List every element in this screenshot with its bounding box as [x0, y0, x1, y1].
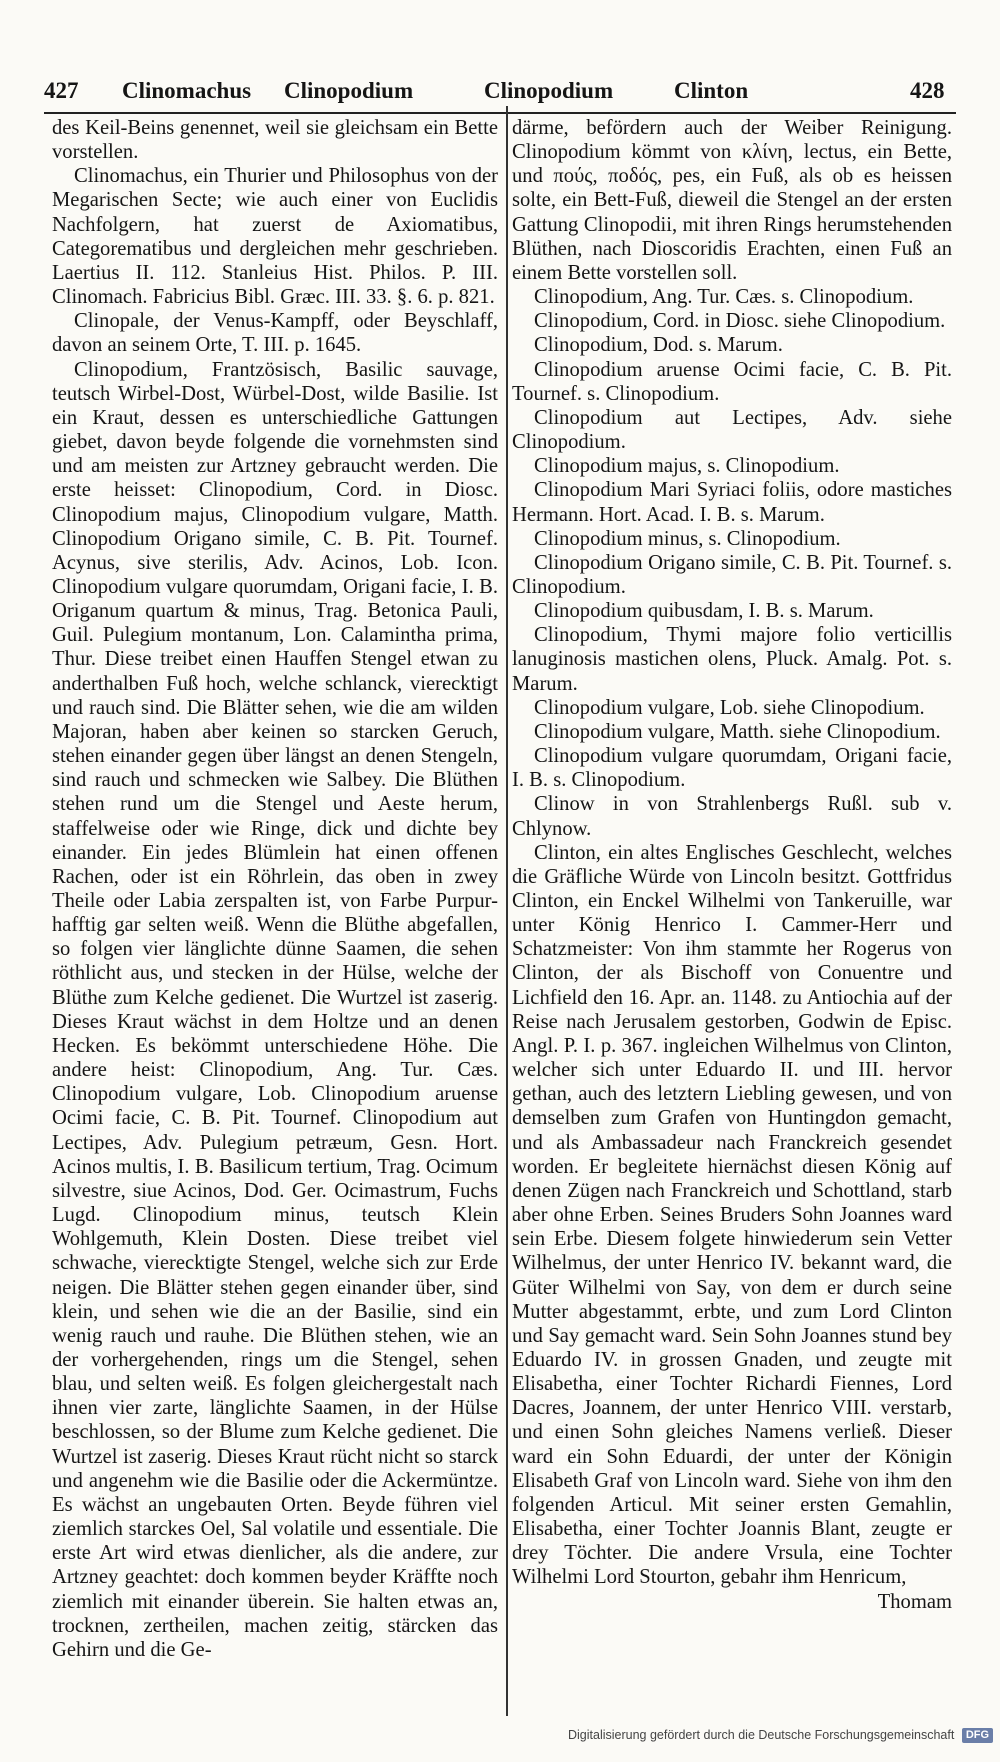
- right-column: [512, 116, 952, 1716]
- paragraph: des Keil-Beins genennet, weil sie gleichsam ein Bette vorstellen.: [52, 117, 498, 164]
- paragraph: Clinopodium Origano simile, C. B. Pit. Tournef. s. Clinopodium.: [512, 551, 952, 598]
- paragraph: Clinopodium, Dod. s. Marum.: [534, 334, 783, 357]
- paragraph: därme, befördern auch der Weiber Reinigung. Clinopodium kömmt von κλίνη, lectus, ein Bette, und πούς, ποδός, pes, ein Fuß, als ob es heissen solte, ein Bett-Fuß, dieweil die Stengel an der ersten Gattung Clinopodii, mit ihren Rings herumstehenden Blüthen, nach Dioscoridis Erachten, einen Fuß an einem Bette vorstellen soll.: [512, 117, 952, 284]
- header-rule: [44, 112, 956, 114]
- paragraph: Clinopodium majus, s. Clinopodium.: [534, 455, 840, 478]
- right-catchword-1: Clinopodium: [484, 78, 614, 103]
- dfg-logo: DFG: [962, 1728, 993, 1743]
- column-divider: [506, 106, 508, 1716]
- paragraph: Clinopodium vulgare, Lob. siehe Clinopodium.: [534, 696, 925, 719]
- left-catchword-1: Clinomachus: [122, 78, 252, 103]
- paragraph: Clinopodium vulgare quorumdam, Origani facie, I. B. s. Clinopodium.: [512, 745, 952, 792]
- right-catchword-2: Clinton: [674, 78, 749, 103]
- paragraph: Clinopodium, Frantzösisch, Basilic sauvage, teutsch Wirbel-Dost, Würbel-Dost, wilde Basilie. Ist ein Kraut, dessen es unterschiedliche Gattungen giebet, davon beyde folgende die vornehmsten sind und am meisten zur Artzney gebraucht werden. Die erste heisset: Clinopodium, Cord. in Diosc. Clinopodium majus, Clinopodium vulgare, Matth. Clinopodium Origano simile, C. B. Pit. Tournef. Acynus, sive sterilis, Adv. Acinos, Lob. Icon. Clinopodium vulgare quorumdam, Origani facie, I. B. Origanum quartum & minus, Trag. Betonica Pauli, Guil. Pulegium montanum, Lon. Calamintha prima, Thur. Diese treibet einen Hauffen Stengel etwan zu anderthalben Fuß hoch, welche schlanck, vierecktigt und rauch sind. Die Blätter sehen, wie die am wilden Majoran, haben aber keinen so starcken Geruch, stehen einander gegen über längst an denen Stengeln, sind rauch und schmecken wie Salbey. Die Blüthen stehen rund um die Stengel und Aeste herum, staffelweise oder wie Ringe, dick und dichte bey einander. Ein jedes Blümlein hat einen offenen Rachen, oder ist ein Röhrlein, das oben in zwey Theile oder Labia zerspalten ist, von Farbe Purpur-hafftig gar selten weiß. Wenn die Blüthe abgefallen, so folgen vier länglichte dünne Saamen, die sehen röthlicht aus, und stecken in der Hülse, welche der Blüthe zum Kelche gedienet. Die Wurtzel ist zaserig. Dieses Kraut wächst in dem Holtze und an denen Hecken. Es bekömmt unterschiedene Höhe. Die andere heist: Clinopodium, Ang. Tur. Cæs. Clinopodium vulgare, Lob. Clinopodium aruense Ocimi facie, C. B. Pit. Tournef. Clinopodium aut Lectipes, Adv. Pulegium petræum, Gesn. Hort. Acinos multis, I. B. Basilicum tertium, Trag. Ocimum silvestre, siue Acinos, Dod. Ger. Ocimastrum, Fuchs Lugd. Clinopodium minus, teutsch Klein Wohlgemuth, Klein Dosten. Diese treibet viel schwache, vierecktigte Stengel, welche sich zur Erde neigen. Die Blätter stehen gegen einander über, sind klein, und sehen wie die an der Basilie, sind ein wenig rauch und rauhe. Die Blüthen stehen, wie an der vorhergehenden, rings um die Stengel, sehen blau, und selten weiß. Es folgen gleichergestalt nach ihnen vier zarte, länglichte Saamen, in der Hülse beschlossen, so der Blume zum Kelche gedienet. Die Wurtzel ist zaserig. Dieses Kraut rücht nicht so starck und angenehm wie die Basilie oder die Ackermüntze. Es wächst an ungebauten Orten. Beyde führen viel ziemlich starckes Oel, Sal volatile und essentiale. Die erste Art wird etwas dienlicher, als die andere, zur Artzney geachtet: doch kommen beyder Kräffte noch ziemlich mit einander überein. Sie halten etwas an, trocknen, zertheilen, machen zeitig, stärcken das Gehirn und die Ge-: [52, 358, 498, 1661]
- paragraph: Clinopale, der Venus-Kampff, oder Beyschlaff, davon an seinem Orte, T. III. p. 1645.: [52, 310, 498, 357]
- paragraph: Clinow in von Strahlenbergs Rußl. sub v. Chlynow.: [512, 793, 952, 840]
- left-column: [52, 116, 498, 1716]
- running-header: [44, 78, 956, 114]
- paragraph: Clinopodium vulgare, Matth. siehe Clinopodium.: [534, 720, 941, 743]
- left-page-number: 427: [44, 78, 79, 103]
- paragraph: Clinopodium quibusdam, I. B. s. Marum.: [534, 600, 874, 623]
- paragraph: Clinton, ein altes Englisches Geschlecht, welches die Gräfliche Würde von Lincoln besitzt. Gottfridus Clinton, ein Enckel Wilhelmi von Tankeruille, war unter König Henrico I. Cammer-Herr und Schatzmeister: Von ihm stammte her Rogerus von Clinton, der als Bischoff von Conuentre und Lichfield den 16. Apr. an. 1148. zu Antiochia auf der Reise nach Jerusalem gestorben, Godwin de Episc. Angl. P. I. p. 367. ingleichen Wilhelmus von Clinton, welcher sich unter Eduardo II. und III. hervor gethan, auch des letztern Liebling gewesen, und von demselben zum Grafen von Huntingdon gemacht, und als Ambassadeur nach Franckreich gesendet worden. Er begleitete hiernächst diesen König auf denen Zügen nach Franckreich und Schottland, starb aber ohne Erben. Seines Bruders Sohn Joannes ward sein Erbe. Diesem folgete hinwiederum sein Vetter Wilhelmus, der unter Henrico IV. bekannt ward, die Güter Wilhelmi von Say, von dem er durch seine Mutter abgestammt, erbte, und zum Lord Clinton und Say gemacht ward. Sein Sohn Joannes stund bey Eduardo IV. in grossen Gnaden, und zeugte mit Elisabetha, einer Tochter Richardi Fiennes, Lord Dacres, Joannem, der unter Henrico VIII. verstarb, und einen Sohn gleiches Namens verließ. Dieser ward ein Sohn Eduardi, der unter der Königin Elisabeth Graf von Lincoln ward. Siehe von ihm den folgenden Articul. Mit seiner ersten Gemahlin, Elisabetha, einer Tochter Joannis Blant, zeugte er drey Töchter. Die andere Vrsula, eine Tochter Wilhelmi Lord Stourton, gebahr ihm Henricum,: [512, 841, 952, 1589]
- paragraph: Clinomachus, ein Thurier und Philosophus von der Megarischen Secte; wie auch einer von Euclidis Nachfolgern, hat zuerst de Axiomatibus, Categorematibus und dergleichen mehr geschrieben. Laertius II. 112. Stanleius Hist. Philos. P. III. Clinomach. Fabricius Bibl. Græc. III. 33. §. 6. p. 821.: [52, 165, 498, 309]
- paragraph: Clinopodium, Thymi majore folio verticillis lanuginosis mastichen olens, Pluck. Amalg. Pot. s. Marum.: [512, 624, 952, 695]
- paragraph: Clinopodium, Ang. Tur. Cæs. s. Clinopodium.: [534, 286, 914, 309]
- right-page-number: 428: [910, 78, 945, 103]
- paragraph: Clinopodium aut Lectipes, Adv. siehe Clinopodium.: [512, 406, 952, 454]
- digitization-footer: [568, 1728, 1000, 1750]
- left-catchword-2: Clinopodium: [284, 78, 414, 103]
- paragraph: Clinopodium Mari Syriaci foliis, odore mastiches Hermann. Hort. Acad. I. B. s. Marum.: [512, 479, 952, 526]
- footer-text: Digitalisierung gefördert durch die Deutsche Forschungsgemeinschaft: [568, 1728, 955, 1742]
- paragraph: Clinopodium minus, s. Clinopodium.: [534, 527, 841, 550]
- paragraph: Clinopodium aruense Ocimi facie, C. B. Pit. Tournef. s. Clinopodium.: [512, 358, 952, 405]
- catchword: Thomam: [877, 1590, 952, 1613]
- paragraph: Clinopodium, Cord. in Diosc. siehe Clinopodium.: [534, 310, 946, 333]
